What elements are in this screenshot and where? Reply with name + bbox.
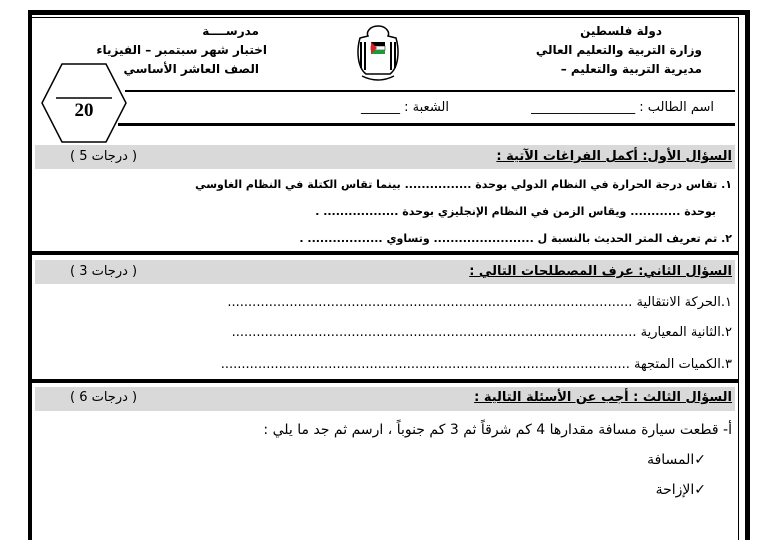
q1-marks: ( 5 درجات ) (70, 149, 138, 164)
total-marks: 20 (74, 100, 94, 121)
page-border-inner-top (32, 17, 739, 18)
school-label: مدرســــة (202, 24, 259, 38)
header-bottom-divider (118, 123, 735, 126)
q3-part-a: أ- قطعت سيارة مسافة مقدارها 4 كم شرقاً ثم 3 كم جنوباً ، ارسم ثم جد ما يلي : (263, 422, 732, 438)
header-divider (125, 90, 735, 92)
q3-marks: ( 6 درجات ) (70, 390, 138, 405)
q1-title: السؤال الأول: أكمل الفراغات الآتية : (496, 149, 732, 164)
q1-divider (32, 251, 738, 255)
q3-distance: ✓المسافة (647, 452, 706, 468)
grade-label: الصف العاشر الأساسي (123, 62, 259, 76)
page-border-top (28, 10, 750, 15)
section-field[interactable]: الشعبة : ______ (361, 100, 449, 115)
q1-item-1: ١. تقاس درجة الحرارة في النظام الدولي بوحدة ................ بينما تقاس الكتلة في النظام الغاوسي (195, 178, 732, 191)
q3-title: السؤال الثالث : أجب عن الأسئلة التالية : (474, 390, 732, 405)
header-right (536, 22, 702, 79)
student-name-field[interactable]: اسم الطالب : ________________ (531, 100, 714, 115)
page-border-left (28, 10, 32, 540)
q2-item-1: ١.الحركة الانتقالية .................................................................................................. (227, 295, 732, 310)
q1-item-1-cont: بوحدة ............ ويقاس الزمن في النظام الإنجليزي بوحدة .................. . (315, 205, 716, 218)
palestine-emblem-icon (352, 22, 404, 84)
q2-item-3: ٣.الكميات المتجهة ................................................................................................... (220, 357, 732, 372)
exam-title: اختبار شهر سبتمبر – الفيزياء (96, 43, 267, 57)
q1-item-2: ٢. تم تعريف المتر الحديث بالنسبة ل ........................ وتساوي .................. . (299, 232, 732, 245)
q3-displacement: ✓الإزاحة (655, 482, 706, 498)
q2-divider (32, 379, 738, 383)
q2-marks: ( 3 درجات ) (70, 264, 138, 279)
country-label: دولة فلسطين (580, 24, 662, 38)
q2-item-2: ٢.الثانية المعيارية .................................................................................................. (231, 325, 732, 340)
page-border-inner (738, 17, 739, 540)
directorate-label: مديرية التربية والتعليم – (560, 62, 702, 76)
q2-title: السؤال الثاني: عرف المصطلحات التالي : (469, 264, 732, 279)
page-border-right (745, 10, 750, 540)
ministry-label: وزارة التربية والتعليم العالي (535, 43, 702, 57)
